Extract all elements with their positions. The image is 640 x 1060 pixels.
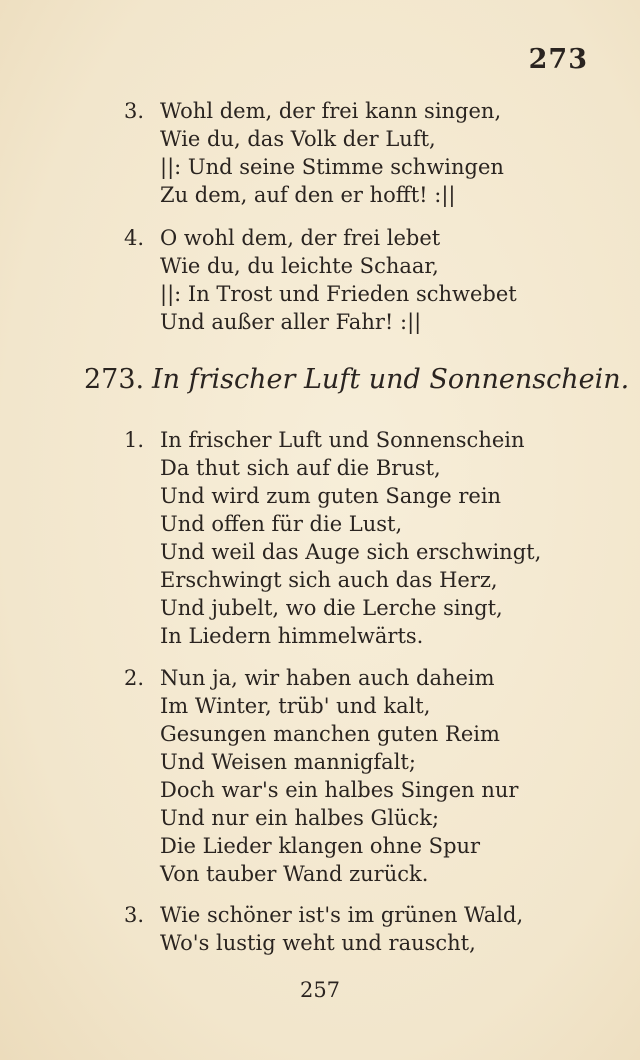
verse-line: Wohl dem, der frei kann singen, — [160, 99, 502, 123]
verse-line: Doch war's ein halbes Singen nur — [160, 778, 519, 802]
verse-line: Erschwingt sich auch das Herz, — [160, 568, 498, 592]
stanza-number: 3. — [124, 99, 145, 123]
verse-line: Und weil das Auge sich erschwingt, — [160, 540, 542, 564]
verse-line: Wie du, du leichte Schaar, — [160, 254, 439, 278]
verse-line: Da thut sich auf die Brust, — [160, 456, 441, 480]
verse-line: Wo's lustig weht und rauscht, — [160, 931, 476, 955]
verse-line: ||: In Trost und Frieden schwebet — [160, 282, 517, 306]
verse-line: Im Winter, trüb' und kalt, — [160, 694, 431, 718]
verse-line: Gesungen manchen guten Reim — [160, 722, 500, 746]
verse-line: Und nur ein halbes Glück; — [160, 806, 440, 830]
verse-line: In frischer Luft und Sonnenschein — [160, 428, 525, 452]
verse-line: Wie schöner ist's im grünen Wald, — [160, 903, 524, 927]
verse-line: Die Lieder klangen ohne Spur — [160, 834, 481, 858]
stanza-number: 1. — [124, 428, 145, 452]
stanza-number: 4. — [124, 226, 145, 250]
verse-line: ||: Und seine Stimme schwingen — [160, 155, 504, 179]
verse-line: O wohl dem, der frei lebet — [160, 226, 441, 250]
verse-line: In Liedern himmelwärts. — [160, 624, 424, 648]
verse-line: Und offen für die Lust, — [160, 512, 403, 536]
verse-line: Und außer aller Fahr! :|| — [160, 310, 422, 334]
verse-line: Und Weisen mannigfalt; — [160, 750, 416, 774]
stanza-number: 2. — [124, 666, 145, 690]
verse-line: Wie du, das Volk der Luft, — [160, 127, 436, 151]
verse-line: Von tauber Wand zurück. — [160, 862, 429, 886]
verse-line: Nun ja, wir haben auch daheim — [160, 666, 495, 690]
stanza-number: 3. — [124, 903, 145, 927]
page-footer-number: 257 — [299, 978, 341, 1002]
song-title: In frischer Luft und Sonnenschein. — [152, 364, 630, 395]
song-number: 273. — [84, 364, 145, 395]
verse-line: Und jubelt, wo die Lerche singt, — [160, 596, 503, 620]
verse-line: Und wird zum guten Sange rein — [160, 484, 502, 508]
verse-line: Zu dem, auf den er hofft! :|| — [160, 183, 456, 207]
page-header-number: 273 — [528, 44, 588, 75]
